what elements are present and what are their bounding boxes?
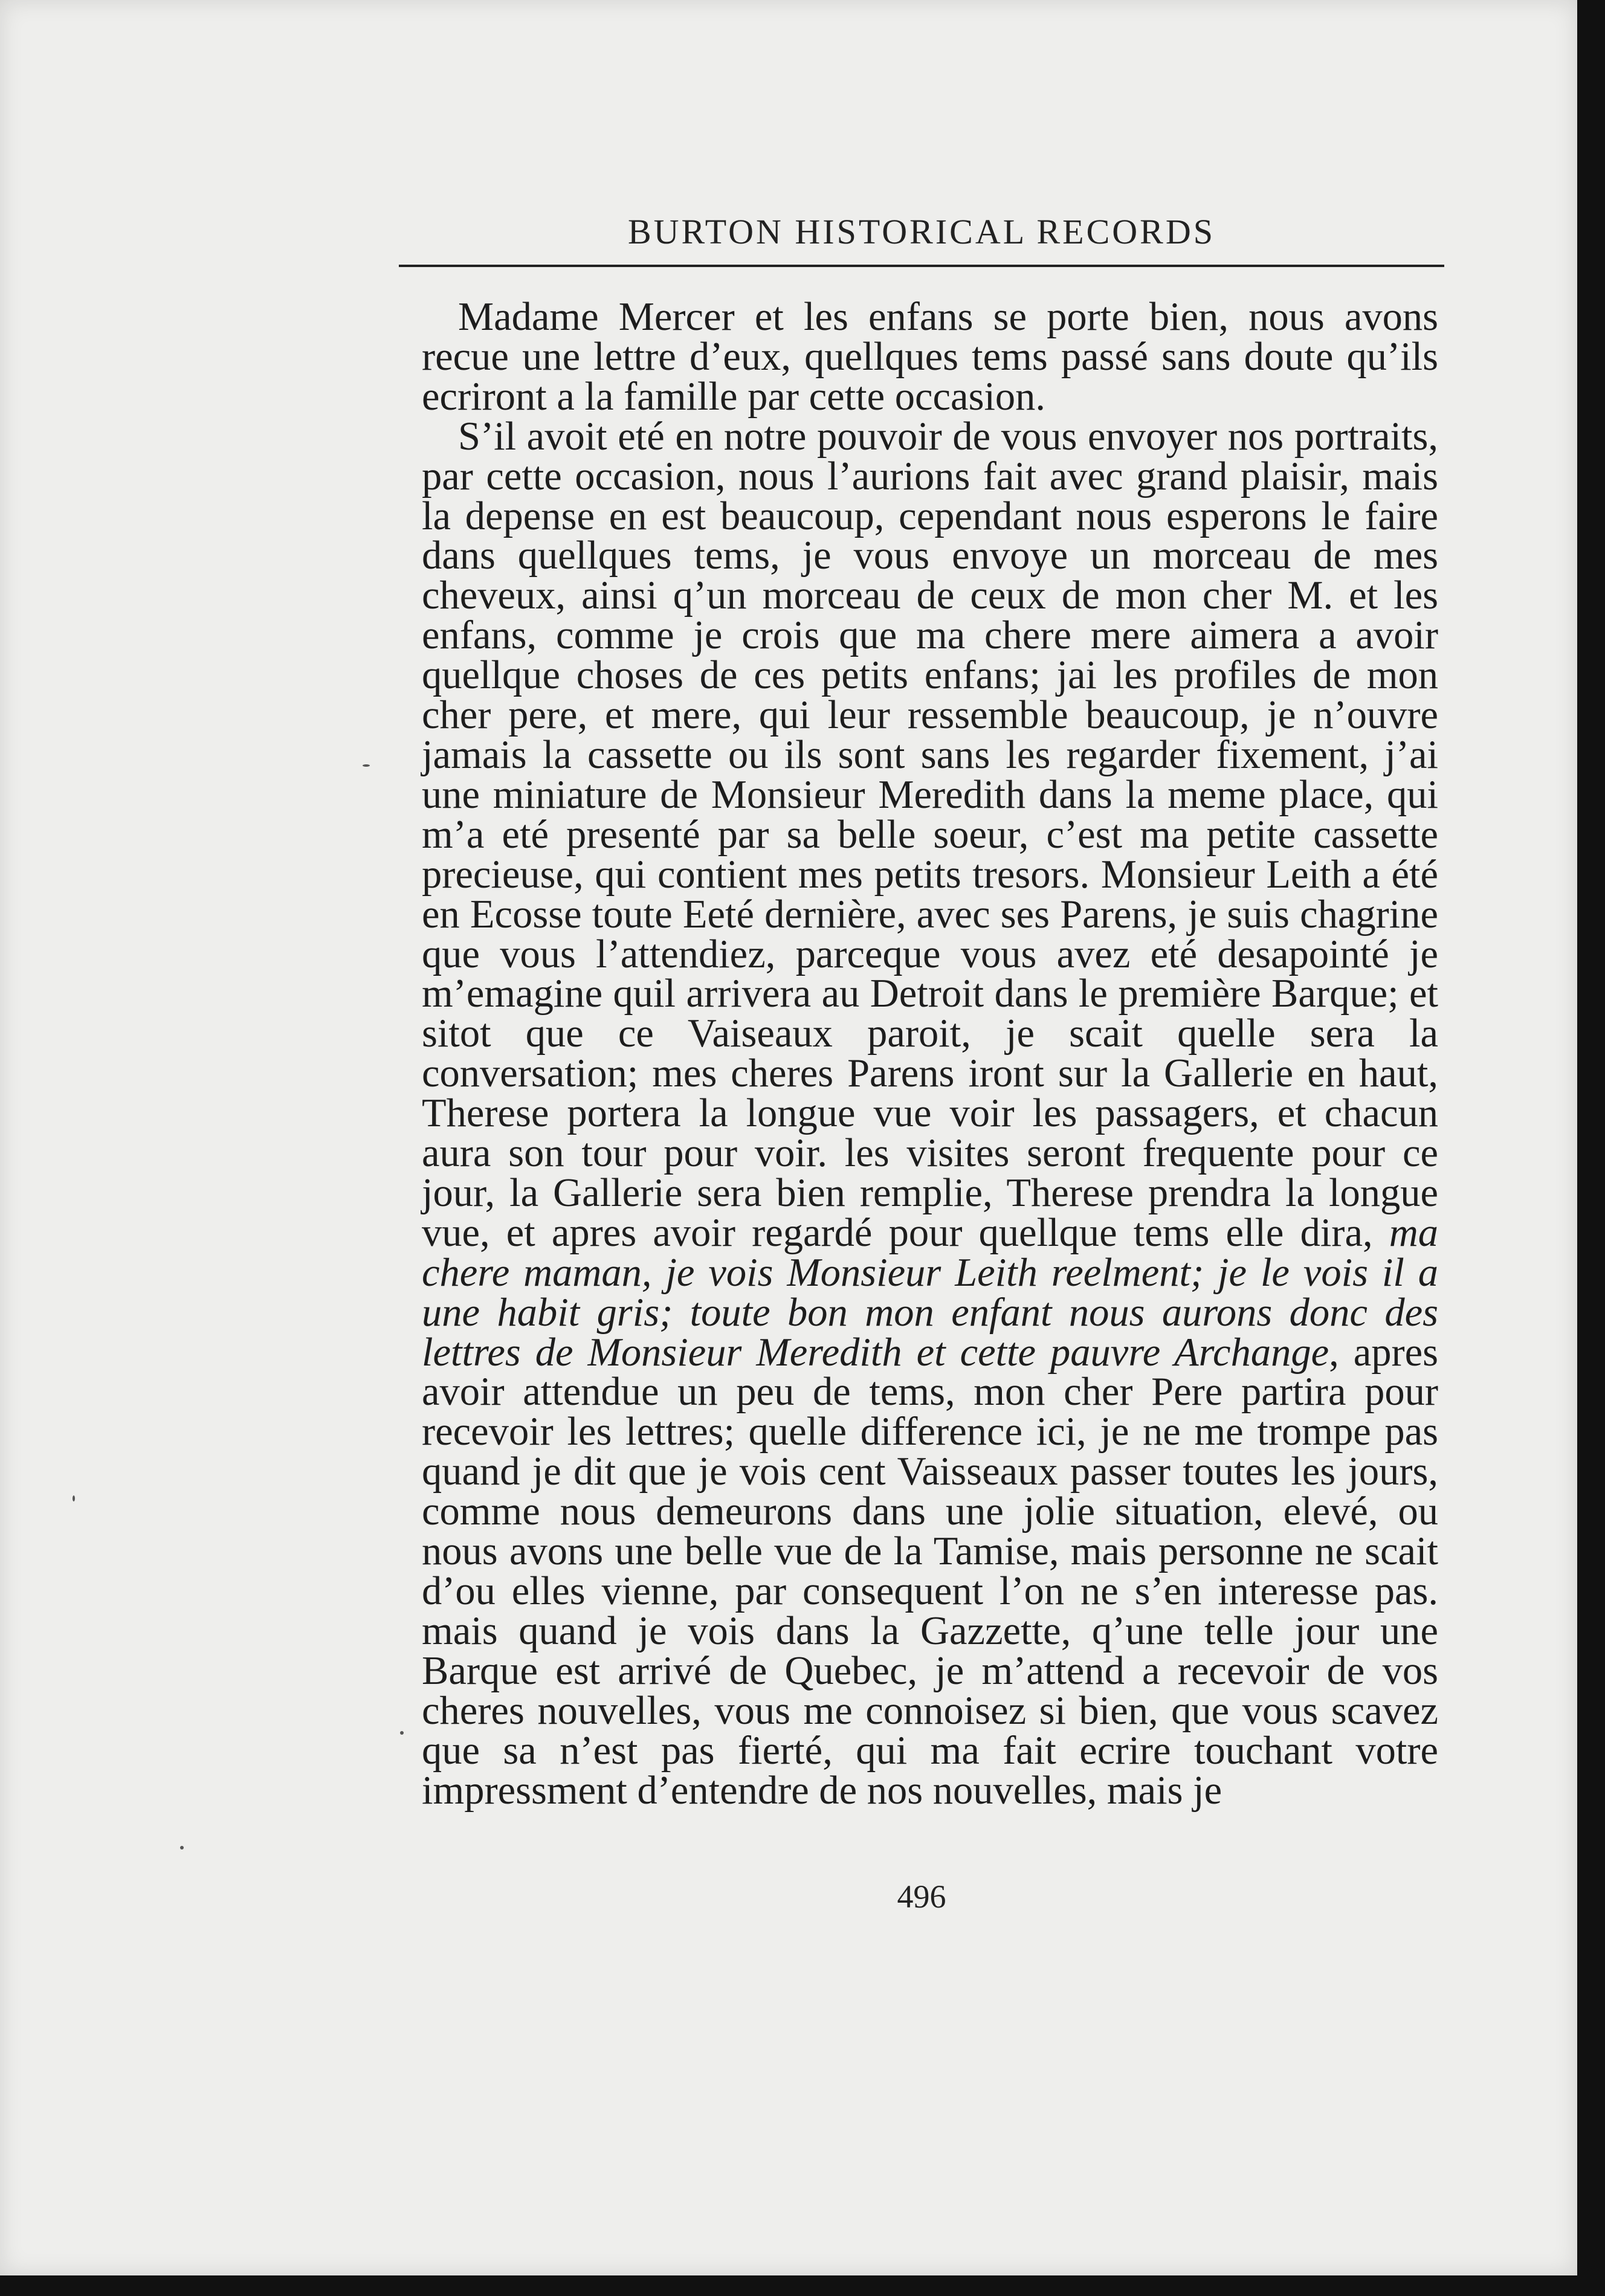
scan-edge-bottom: [0, 2275, 1605, 2296]
running-head: BURTON HISTORICAL RECORDS: [627, 212, 1215, 251]
speck: [73, 1495, 75, 1501]
paragraph-text: S’il avoit eté en notre pouvoir de vous envoyer nos portraits, par cette occasion, nous l’aurions fait avec grand plaisir, mais la depense en est beaucoup, cependant nous esperons le faire dans quellques tems, je vous envoye un morceau de mes cheveux, ainsi q’un morceau de ceux de mon cher M. et les enfans, comme je crois que ma chere mere aimera a avoir quellque choses de ces petits enfans; jai les profiles de mon cher pere, et mere, qui leur ressemble beaucoup, je n’ouvre jamais la cassette ou ils sont sans les regarder fixement, j’ai une miniature de Monsieur Meredith dans la meme place, qui m’a eté presenté par sa belle soeur, c’est ma petite cassette precieuse, qui contient mes petits tresors. Monsieur Leith a été en Ecosse toute Eeté dernière, avec ses Parens, je suis chagrine que vous l’attendiez, parceque vous avez eté desapointé je m’emagine quil arrivera au Detroit dans le première Barque; et sitot que ce Vaiseaux paroit, je scait quelle sera la conversation; mes cheres Parens iront sur la Gallerie en haut, Therese portera la longue vue voir les passagers, et chacun aura son tour pour voir. les visites seront frequente pour ce jour, la Gallerie sera bien remplie, Therese prendra la longue vue, et apres avoir regardé pour quellque tems elle dira,: [422, 414, 1438, 1255]
paragraph-text: , apres avoir attendue un peu de tems, mon cher Pere partira pour recevoir les lettres; quelle difference ici, je ne me trompe pas quand je dit que je vois cent Vaisseaux passer toutes les jours, comme nous demeurons dans une jolie situation, elevé, ou nous avons une belle vue de la Tamise, mais personne ne scait d’ou elles vienne, par consequent l’on ne s’en interesse pas. mais quand je vois dans la Gazzette, q’une telle jour une Barque est arrivé de Quebec, je m’attend a recevoir de vos cheres nouvelles, vous me connoisez si bien, que vous scavez que sa n’est pas fierté, qui ma fait ecrire touchant votre impressment d’entendre de nos nouvelles, mais je: [422, 1330, 1439, 1813]
speck: [180, 1846, 184, 1849]
speck: [363, 764, 370, 767]
page-number: 496: [897, 1878, 946, 1915]
italic-passage: ma chere maman, je vois Monsieur Leith reelment; je le vois il a une habit gris; toute bon mon enfant nous aurons donc des lettres de Monsieur Meredith et cette pauvre Archange: [422, 1210, 1438, 1375]
paragraph-text: Madame Mercer et les enfans se porte bien, nous avons recue une lettre d’eux, quellques tems passé sans doute qu’ils ecriront a la famille par cette occasion.: [422, 295, 1438, 419]
scan-edge-right: [1577, 0, 1605, 2296]
paragraph: [422, 414, 1439, 1813]
speck: [400, 1731, 404, 1735]
header-rule: [399, 265, 1444, 267]
paragraph: [422, 297, 1438, 417]
body-text: [422, 295, 1439, 1813]
